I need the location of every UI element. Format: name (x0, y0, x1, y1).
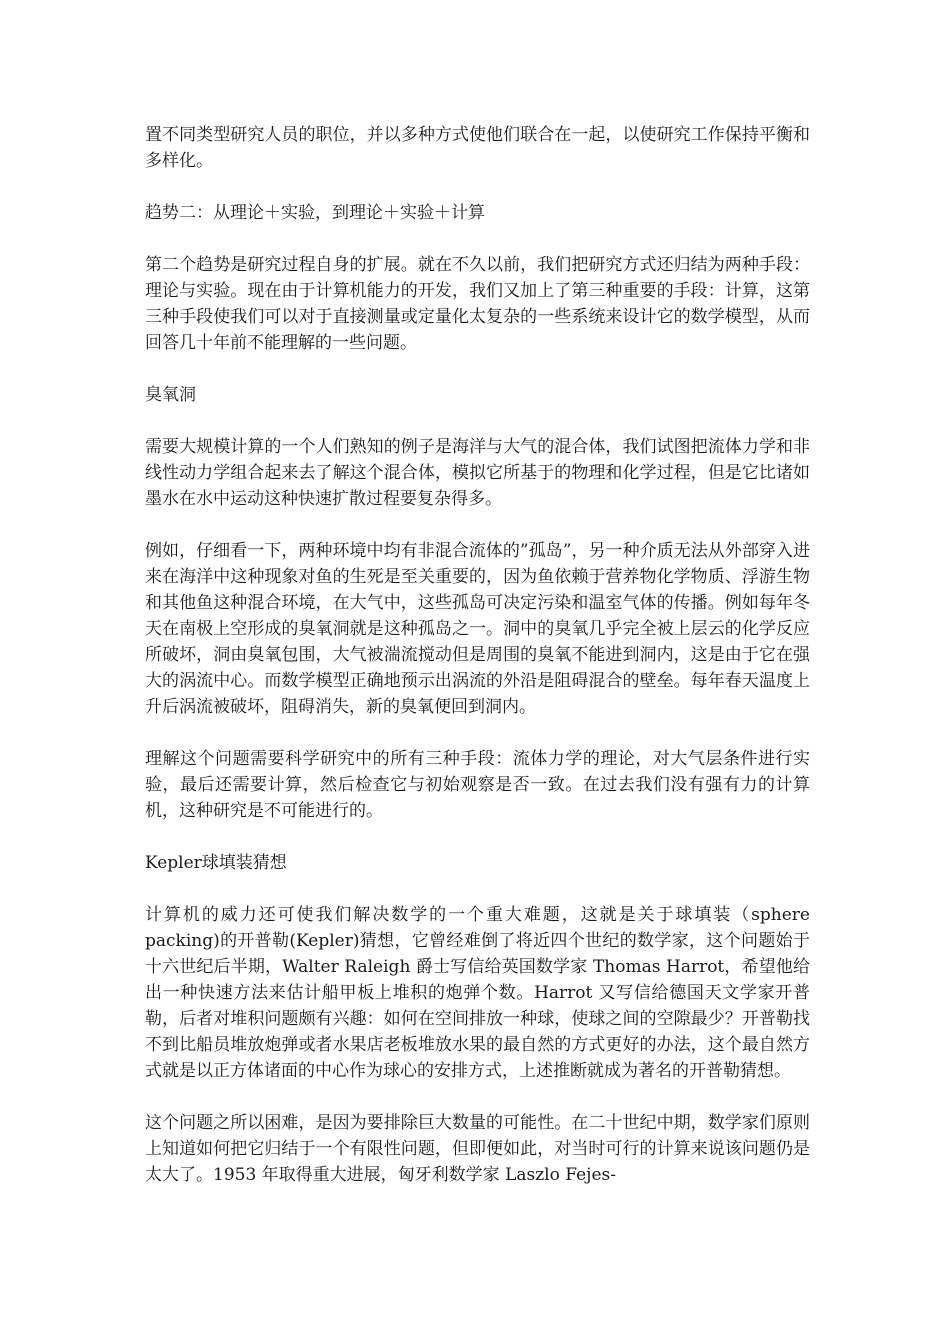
paragraph-ocean-atmosphere: 需要大规模计算的一个人们熟知的例子是海洋与大气的混合体，我们试图把流体力学和非线性动力学组合起来去了解这个混合体，模拟它所基于的物理和化学过程，但是它比诸如墨水在水中运动这种快速扩散过程要复杂得多。 (145, 437, 810, 509)
paragraph-trend-two: 第二个趋势是研究过程自身的扩展。就在不久以前，我们把研究方式还归结为两种手段：理论与实验。现在由于计算机能力的开发，我们又加上了第三种重要的手段：计算，这第三种手段使我们可以对于直接测量或定量化太复杂的一些系统来设计它的数学模型，从而回答几十年前不能理解的一些问题。 (145, 255, 810, 353)
section-heading-ozone-hole: 臭氧洞 (145, 385, 196, 405)
paragraph-difficulty: 这个问题之所以困难，是因为要排除巨大数量的可能性。在二十世纪中期，数学家们原则上知道如何把它归结于一个有限性问题，但即便如此，对当时可行的计算来说该问题仍是太大了。1953 年取得重大进展，匈牙利数学家 Laszlo Fejes- (145, 1113, 810, 1185)
paragraph-continuation: 置不同类型研究人员的职位，并以多种方式使他们联合在一起，以使研究工作保持平衡和多样化。 (145, 125, 810, 171)
section-heading-trend-two: 趋势二：从理论＋实验，到理论＋实验＋计算 (145, 203, 485, 223)
section-heading-kepler: Kepler球填装猜想 (145, 853, 287, 873)
paragraph-islands-example: 例如，仔细看一下，两种环境中均有非混合流体的”孤岛”，另一种介质无法从外部穿入进来在海洋中这种现象对鱼的生死是至关重要的，因为鱼依赖于营养物化学物质、浮游生物和其他鱼这种混合环境，在大气中，这些孤岛可决定污染和温室气体的传播。例如每年冬天在南极上空形成的臭氧洞就是这种孤岛之一。洞中的臭氧几乎完全被上层云的化学反应所破坏，洞由臭氧包围，大气被湍流搅动但是周围的臭氧不能进到洞内，这是由于它在强大的涡流中心。而数学模型正确地预示出涡流的外沿是阻碍混合的壁垒。每年春天温度上升后涡流被破坏，阻碍消失，新的臭氧便回到洞内。 (145, 541, 810, 717)
document-body (145, 122, 810, 1214)
paragraph-three-means: 理解这个问题需要科学研究中的所有三种手段：流体力学的理论，对大气层条件进行实验，最后还需要计算，然后检查它与初始观察是否一致。在过去我们没有强有力的计算机，这种研究是不可能进行的。 (145, 749, 810, 821)
paragraph-kepler-conjecture: 计算机的威力还可使我们解决数学的一个重大难题，这就是关于球填装（sphere packing)的开普勒(Kepler)猜想，它曾经难倒了将近四个世纪的数学家，这个问题始于十六世纪后半期，Walter Raleigh 爵士写信给英国数学家 Thomas Harrot，希望他给出一种快速方法来估计船甲板上堆积的炮弹个数。Harrot 又写信给德国天文学家开普勒，后者对堆积问题颇有兴趣：如何在空间排放一种球，使球之间的空隙最少？开普勒找不到比船员堆放炮弹或者水果店老板堆放水果的最自然的方式更好的办法，这个最自然方式就是以正方体诸面的中心作为球心的安排方式，上述推断就成为著名的开普勒猜想。 (145, 905, 810, 1081)
